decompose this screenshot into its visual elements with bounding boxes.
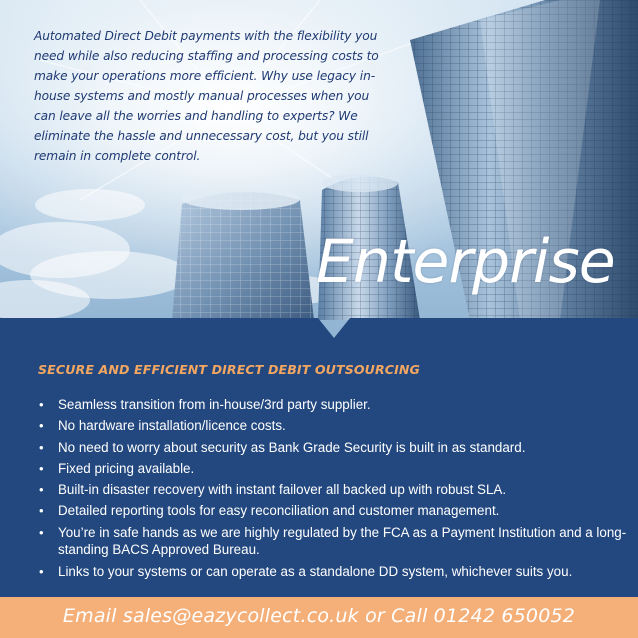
bullet-icon: • [39,563,44,579]
feature-text: Fixed pricing available. [58,460,195,476]
bullet-icon: • [39,482,44,498]
enterprise-title: Enterprise [316,227,615,297]
feature-text: Seamless transition from in-house/3rd party supplier. [58,397,371,412]
bullet-icon: • [39,524,44,540]
feature-item [38,563,628,581]
feature-text: Links to your systems or can operate as a standalone DD system, whichever suits you. [58,563,573,579]
feature-text: You’re in safe hands as we are highly regulated by the FCA as a Payment Institution and a long-standing BACS Approved Bureau. [58,524,627,558]
bullet-icon: • [39,397,44,412]
feature-item [38,481,628,499]
feature-item [38,460,628,478]
bullet-icon: • [39,460,44,476]
intro-paragraph: Automated Direct Debit payments with the flexibility you need while also reducing staffing and processing costs to make your operations more efficient. Why use legacy in-house systems and mostly manual processes when you can leave all the worries and handling to experts? We eliminate the hassle and unnecessary cost, but you still remain in complete control. [34,29,379,163]
feature-text: No need to worry about security as Bank Grade Security is built in as standard. [58,439,526,455]
feature-item [38,439,628,457]
feature-text: No hardware installation/licence costs. [58,418,286,434]
feature-item [38,396,628,414]
feature-item [38,417,628,435]
bullet-icon: • [39,439,44,455]
contact-cta[interactable]: Email sales@eazycollect.co.uk or Call 01242 650052 [62,605,576,627]
feature-text: Detailed reporting tools for easy reconciliation and customer management. [58,503,500,519]
feature-text: Built-in disaster recovery with instant failover all backed up with robust SLA. [58,482,507,498]
features-heading: SECURE AND EFFICIENT DIRECT DEBIT OUTSOURCING [38,362,420,377]
feature-list [38,396,628,584]
feature-item [38,502,628,520]
feature-item [38,524,628,559]
bullet-icon: • [39,503,44,519]
bullet-icon: • [39,418,44,434]
